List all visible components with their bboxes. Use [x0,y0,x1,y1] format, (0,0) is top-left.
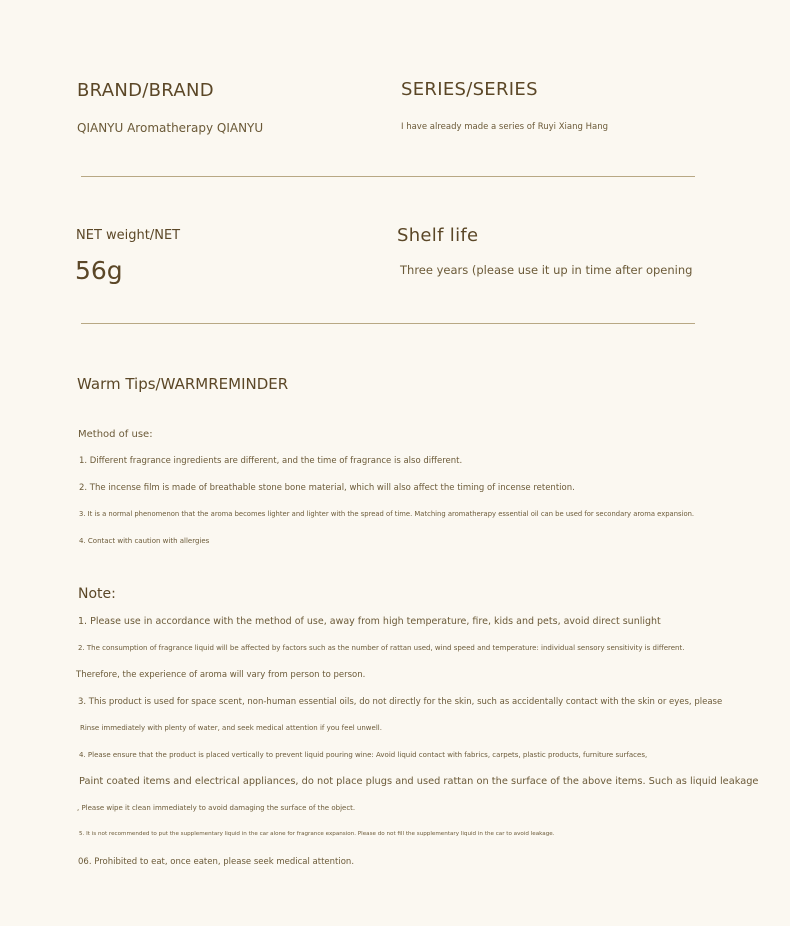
divider-top [81,176,695,177]
net-value: 56g [75,256,123,285]
note-title: Note: [78,586,116,602]
note-line-2: 2. The consumption of fragrance liquid will be affected by factors such as the number of rattan used, wind speed and temperature: individual sensory sensitivity is different. [78,644,685,652]
note-line-8: , Please wipe it clean immediately to avoid damaging the surface of the object. [77,804,356,812]
shelf-value: Three years (please use it up in time after opening [400,263,693,277]
divider-middle [81,323,695,324]
note-line-9: 5. It is not recommended to put the supplementary liquid in the car alone for fragrance expansion. Please do not fill the supplementary liquid in the car to avoid leakage. [79,831,555,837]
note-line-7: Paint coated items and electrical appliances, do not place plugs and used rattan on the surface of the above items. Such as liquid leakage [79,776,759,787]
shelf-label: Shelf life [397,225,479,246]
series-label: SERIES/SERIES [401,79,538,100]
method-item-1: 1. Different fragrance ingredients are different, and the time of fragrance is also different. [79,456,463,466]
method-item-3: 3. It is a normal phenomenon that the aroma becomes lighter and lighter with the spread of time. Matching aromatherapy essential oil can be used for secondary aroma expansion. [79,510,695,518]
net-label: NET weight/NET [76,228,181,243]
series-value: I have already made a series of Ruyi Xiang Hang [401,122,608,132]
method-item-4: 4. Contact with caution with allergies [79,537,210,545]
brand-label: BRAND/BRAND [77,80,214,101]
warm-tips-title: Warm Tips/WARMREMINDER [77,375,289,393]
note-line-4: 3. This product is used for space scent, non-human essential oils, do not directly for the skin, such as accidentally contact with the skin or eyes, please [78,697,723,707]
note-line-1: 1. Please use in accordance with the method of use, away from high temperature, fire, kids and pets, avoid direct sunlight [78,616,661,627]
note-line-10: 06. Prohibited to eat, once eaten, please seek medical attention. [78,857,355,867]
note-line-5: Rinse immediately with plenty of water, and seek medical attention if you feel unwell. [80,724,382,732]
brand-value: QIANYU Aromatherapy QIANYU [77,121,264,135]
note-line-3: Therefore, the experience of aroma will vary from person to person. [76,670,366,680]
method-item-2: 2. The incense film is made of breathable stone bone material, which will also affect the timing of incense retention. [79,483,575,493]
method-label: Method of use: [78,429,153,440]
note-line-6: 4. Please ensure that the product is placed vertically to prevent liquid pouring wine: Avoid liquid contact with fabrics, carpets, plastic products, furniture surfaces, [79,751,648,759]
